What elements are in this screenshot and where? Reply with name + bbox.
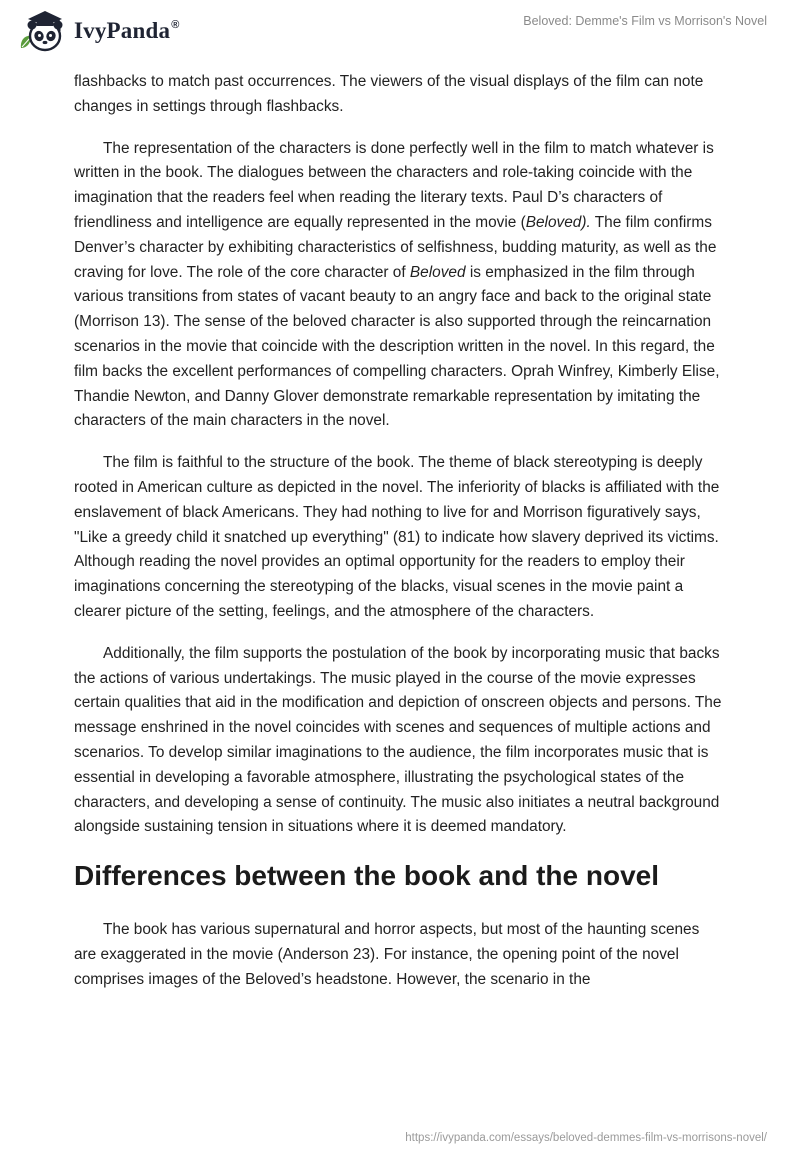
paragraph-continuation: flashbacks to match past occurrences. The viewers of the visual displays of the film can note changes in settings through flashbacks. <box>74 73 704 115</box>
paragraph-text: The representation of the characters is done perfectly well in the film to match whatever is written in the book. The dialogues between the characters and role-taking coincide with the imagination that the readers feel when reading the literary texts. Paul D’s characters of friendliness and intelligence are equally represented in the movie ( <box>74 139 714 231</box>
essay-body <box>74 70 724 1010</box>
italic-title: Beloved <box>409 263 466 281</box>
paragraph-text: The film confirms Denver’s character by exhibiting characteristics of selfishness, budding maturity, as well as the craving for love. The role of the core character of <box>74 213 717 281</box>
paragraph-differences: The book has various supernatural and horror aspects, but most of the haunting scenes are exaggerated in the movie (Anderson 23). For instance, the opening point of the novel comprises images of the Beloved’s headstone. However, the scenario in the <box>74 921 700 988</box>
paragraph-structure: The film is faithful to the structure of the book. The theme of black stereotyping is deeply rooted in American culture as depicted in the novel. The inferiority of blacks is affiliated with the enslavement of black Americans. They had nothing to live for and Morrison figuratively says, "Like a greedy child it snatched up everything" (81) to indicate how slavery deprived its victims. Although reading the novel provides an optimal opportunity for the readers to employ their imaginations concerning the stereotyping of the blacks, visual scenes in the movie paint a clearer picture of the setting, feelings, and the atmosphere of the characters. <box>74 454 720 620</box>
logo-wordmark <box>74 18 180 44</box>
paragraph-music: Additionally, the film supports the postulation of the book by incorporating music that backs the actions of various undertakings. The music played in the course of the movie expresses certain qualities that aid in the modification and depiction of onscreen objects and persons. The message enshrined in the novel coincides with scenes and sequences of multiple actions and scenarios. To develop similar imaginations to the audience, the film incorporates music that is essential in developing a favorable atmosphere, illustrating the psychological states of the characters, and developing a sense of continuity. The music also initiates a neutral background alongside sustaining tension in situations where it is deemed mandatory. <box>74 644 722 836</box>
logo-name: IvyPanda <box>74 18 171 43</box>
panda-logo-icon <box>18 8 66 54</box>
italic-title: Beloved). <box>525 213 591 231</box>
paragraph-text: is emphasized in the film through various transitions from states of vacant beauty to an angry face and back to the original state (Morrison 13). The sense of the beloved character is also supported through the reincarnation scenarios in the movie that coincide with the description written in the novel. In this regard, the film backs the excellent performances of compelling characters. Oprah Winfrey, Kimberly Elise, Thandie Newton, and Danny Glover demonstrate remarkable representation by imitating the characters of the main characters in the novel. <box>74 263 720 430</box>
page-header <box>0 0 800 70</box>
footer-url-link[interactable]: https://ivypanda.com/essays/beloved-demmes-film-vs-morrisons-novel/ <box>405 1132 767 1144</box>
paragraph-character-representation <box>74 137 724 435</box>
registered-mark: ® <box>171 19 180 31</box>
ivypanda-logo[interactable] <box>18 8 180 54</box>
running-title: Beloved: Demme's Film vs Morrison's Novel <box>523 14 767 28</box>
section-heading: Differences between the book and the novel <box>74 860 660 892</box>
